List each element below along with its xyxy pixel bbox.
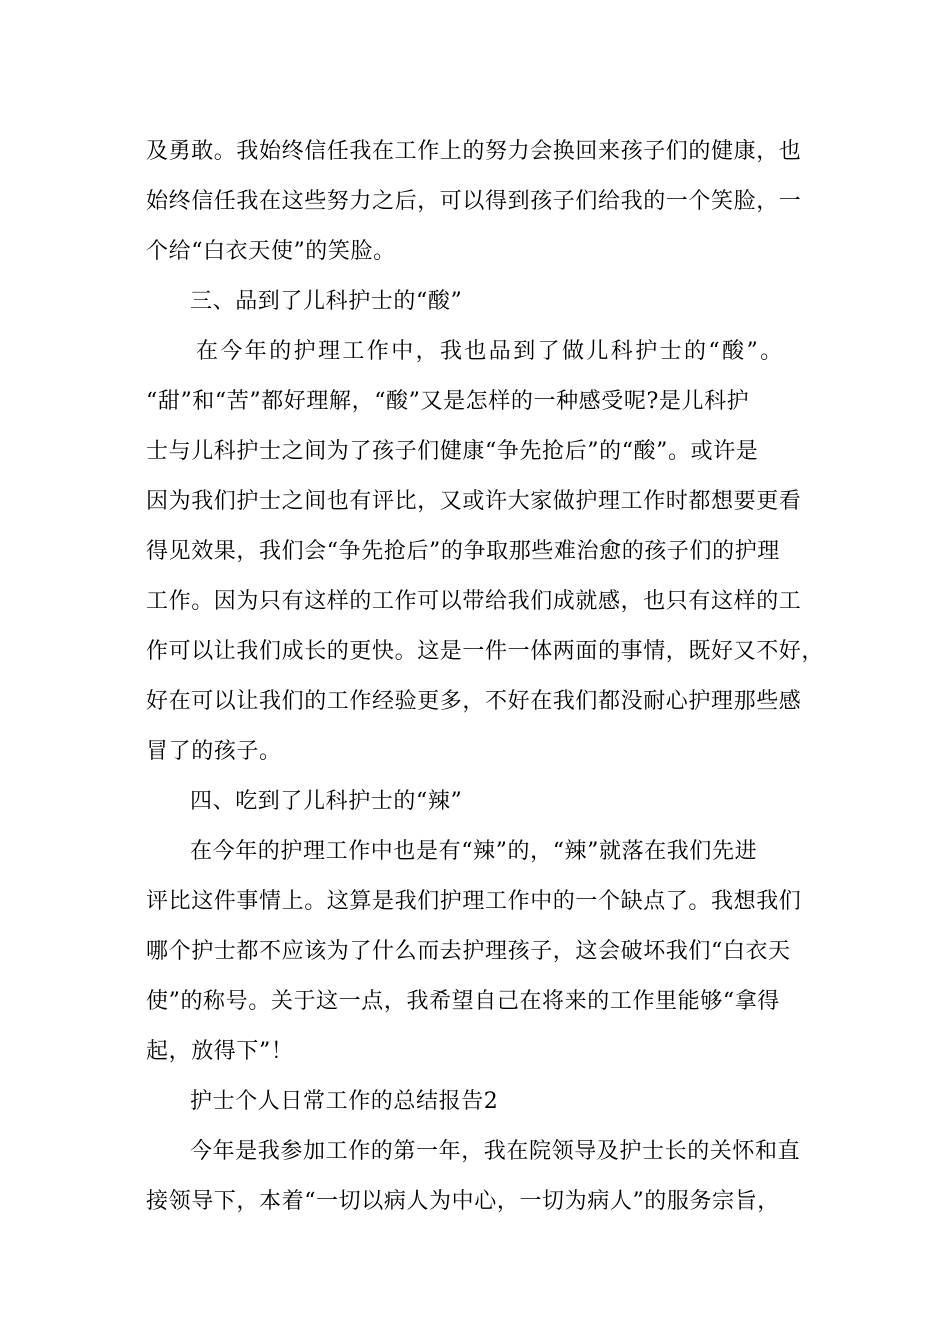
report-title: 护士个人日常工作的总结报告2 bbox=[190, 1089, 499, 1114]
text-line: 得见效果，我们会“争先抢后”的争取那些难治愈的孩子们的护理 bbox=[146, 539, 780, 564]
text-line: 始终信任我在这些努力之后，可以得到孩子们给我的一个笑脸，一 bbox=[146, 189, 802, 214]
text-line: 个给“白衣天使”的笑脸。 bbox=[146, 239, 396, 264]
text-line: 冒了的孩子。 bbox=[146, 739, 282, 764]
text-line: 好在可以让我们的工作经验更多，不好在我们都没耐心护理那些感 bbox=[146, 689, 802, 714]
text-line: 及勇敢。我始终信任我在工作上的努力会换回来孩子们的健康，也 bbox=[146, 139, 802, 164]
text-line: 作可以让我们成长的更快。这是一件一体两面的事情，既好又不好， bbox=[146, 639, 825, 664]
text-line: “甜”和“苦”都好理解，“酸”又是怎样的一种感受呢?是儿科护 bbox=[146, 389, 750, 414]
text-line: 起，放得下”！ bbox=[146, 1039, 294, 1064]
text-line: 评比这件事情上。这算是我们护理工作中的一个缺点了。我想我们 bbox=[146, 889, 802, 914]
text-line: 接领导下，本着“一切以病人为中心，一切为病人”的服务宗旨， bbox=[146, 1189, 780, 1214]
text-line: 在今年的护理工作中，我也品到了做儿科护士的“酸”。 bbox=[196, 339, 785, 364]
text-line: 因为我们护士之间也有评比，又或许大家做护理工作时都想要更看 bbox=[146, 489, 802, 514]
text-line: 在今年的护理工作中也是有“辣”的，“辣”就落在我们先进 bbox=[190, 839, 758, 864]
section-heading: 三、品到了儿科护士的“酸” bbox=[190, 289, 463, 314]
section-heading: 四、吃到了儿科护士的“辣” bbox=[190, 789, 463, 814]
text-line: 士与儿科护士之间为了孩子们健康“争先抢后”的“酸”。或许是 bbox=[146, 439, 759, 464]
text-line: 使”的称号。关于这一点，我希望自己在将来的工作里能够“拿得 bbox=[146, 989, 780, 1014]
text-line: 工作。因为只有这样的工作可以带给我们成就感，也只有这样的工 bbox=[146, 589, 802, 614]
text-line: 哪个护士都不应该为了什么而去护理孩子，这会破坏我们“白衣天 bbox=[146, 939, 791, 964]
text-line: 今年是我参加工作的第一年，我在院领导及护士长的关怀和直 bbox=[190, 1139, 801, 1164]
